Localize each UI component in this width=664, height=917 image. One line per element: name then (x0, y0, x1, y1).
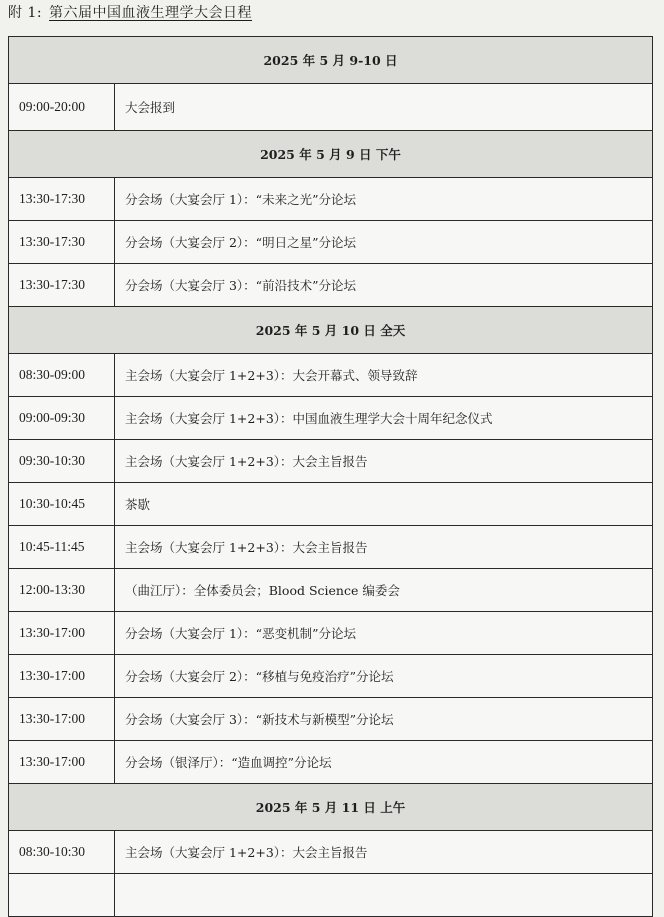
table-row (9, 831, 653, 874)
time-cell: 10:30-10:45 (9, 483, 115, 526)
event-cell: 分会场（银泽厅）：“造血调控”分论坛 (115, 741, 653, 784)
conference-title: 第六届中国血液生理学大会日程 (49, 5, 253, 21)
time-cell: 09:00-20:00 (9, 84, 115, 131)
table-row (9, 612, 653, 655)
date-header-row (9, 307, 653, 354)
time-cell: 12:00-13:30 (9, 569, 115, 612)
time-cell: 08:30-09:00 (9, 354, 115, 397)
table-row (9, 84, 653, 131)
event-cell: 茶歇 (115, 483, 653, 526)
table-row (9, 655, 653, 698)
event-cell: 主会场（大宴会厅 1+2+3）：大会开幕式、领导致辞 (115, 354, 653, 397)
time-cell: 09:00-09:30 (9, 397, 115, 440)
schedule-table (8, 36, 653, 917)
event-cell: 大会报到 (115, 84, 653, 131)
event-cell: 分会场（大宴会厅 3）：“新技术与新模型”分论坛 (115, 698, 653, 741)
table-row (9, 483, 653, 526)
event-cell: 主会场（大宴会厅 1+2+3）：大会主旨报告 (115, 440, 653, 483)
event-cell: 分会场（大宴会厅 1）：“恶变机制”分论坛 (115, 612, 653, 655)
event-cell: 主会场（大宴会厅 1+2+3）：中国血液生理学大会十周年纪念仪式 (115, 397, 653, 440)
time-cell: 13:30-17:00 (9, 655, 115, 698)
time-cell: 13:30-17:30 (9, 264, 115, 307)
date-header-row (9, 784, 653, 831)
table-row (9, 526, 653, 569)
event-cell: 主会场（大宴会厅 1+2+3）：大会主旨报告 (115, 526, 653, 569)
table-row (9, 569, 653, 612)
time-cell: 08:30-10:30 (9, 831, 115, 874)
time-cell: 10:45-11:45 (9, 526, 115, 569)
document-title (8, 2, 252, 22)
event-cell: （曲江厅）：全体委员会；Blood Science 编委会 (115, 569, 653, 612)
date-header: 2025 年 5 月 9 日 下午 (9, 131, 653, 178)
table-row (9, 440, 653, 483)
event-cell: 主会场（大宴会厅 1+2+3）：大会主旨报告 (115, 831, 653, 874)
time-cell: 13:30-17:30 (9, 221, 115, 264)
time-cell: 13:30-17:00 (9, 612, 115, 655)
date-header-row (9, 37, 653, 84)
date-header-row (9, 131, 653, 178)
event-cell: 分会场（大宴会厅 3）：“前沿技术”分论坛 (115, 264, 653, 307)
date-header: 2025 年 5 月 10 日 全天 (9, 307, 653, 354)
table-row (9, 397, 653, 440)
table-row (9, 178, 653, 221)
date-header: 2025 年 5 月 11 日 上午 (9, 784, 653, 831)
date-header: 2025 年 5 月 9-10 日 (9, 37, 653, 84)
event-cell: 分会场（大宴会厅 2）：“明日之星”分论坛 (115, 221, 653, 264)
table-row (9, 221, 653, 264)
time-cell: 09:30-10:30 (9, 440, 115, 483)
table-row (9, 698, 653, 741)
table-row (9, 264, 653, 307)
event-cell: 分会场（大宴会厅 1）：“未来之光”分论坛 (115, 178, 653, 221)
table-row (9, 741, 653, 784)
time-cell: 13:30-17:00 (9, 698, 115, 741)
time-cell: 13:30-17:00 (9, 741, 115, 784)
appendix-label: 附 1: (8, 5, 43, 21)
time-cell: 13:30-17:30 (9, 178, 115, 221)
event-cell: 分会场（大宴会厅 2）：“移植与免疫治疗”分论坛 (115, 655, 653, 698)
table-row (9, 354, 653, 397)
